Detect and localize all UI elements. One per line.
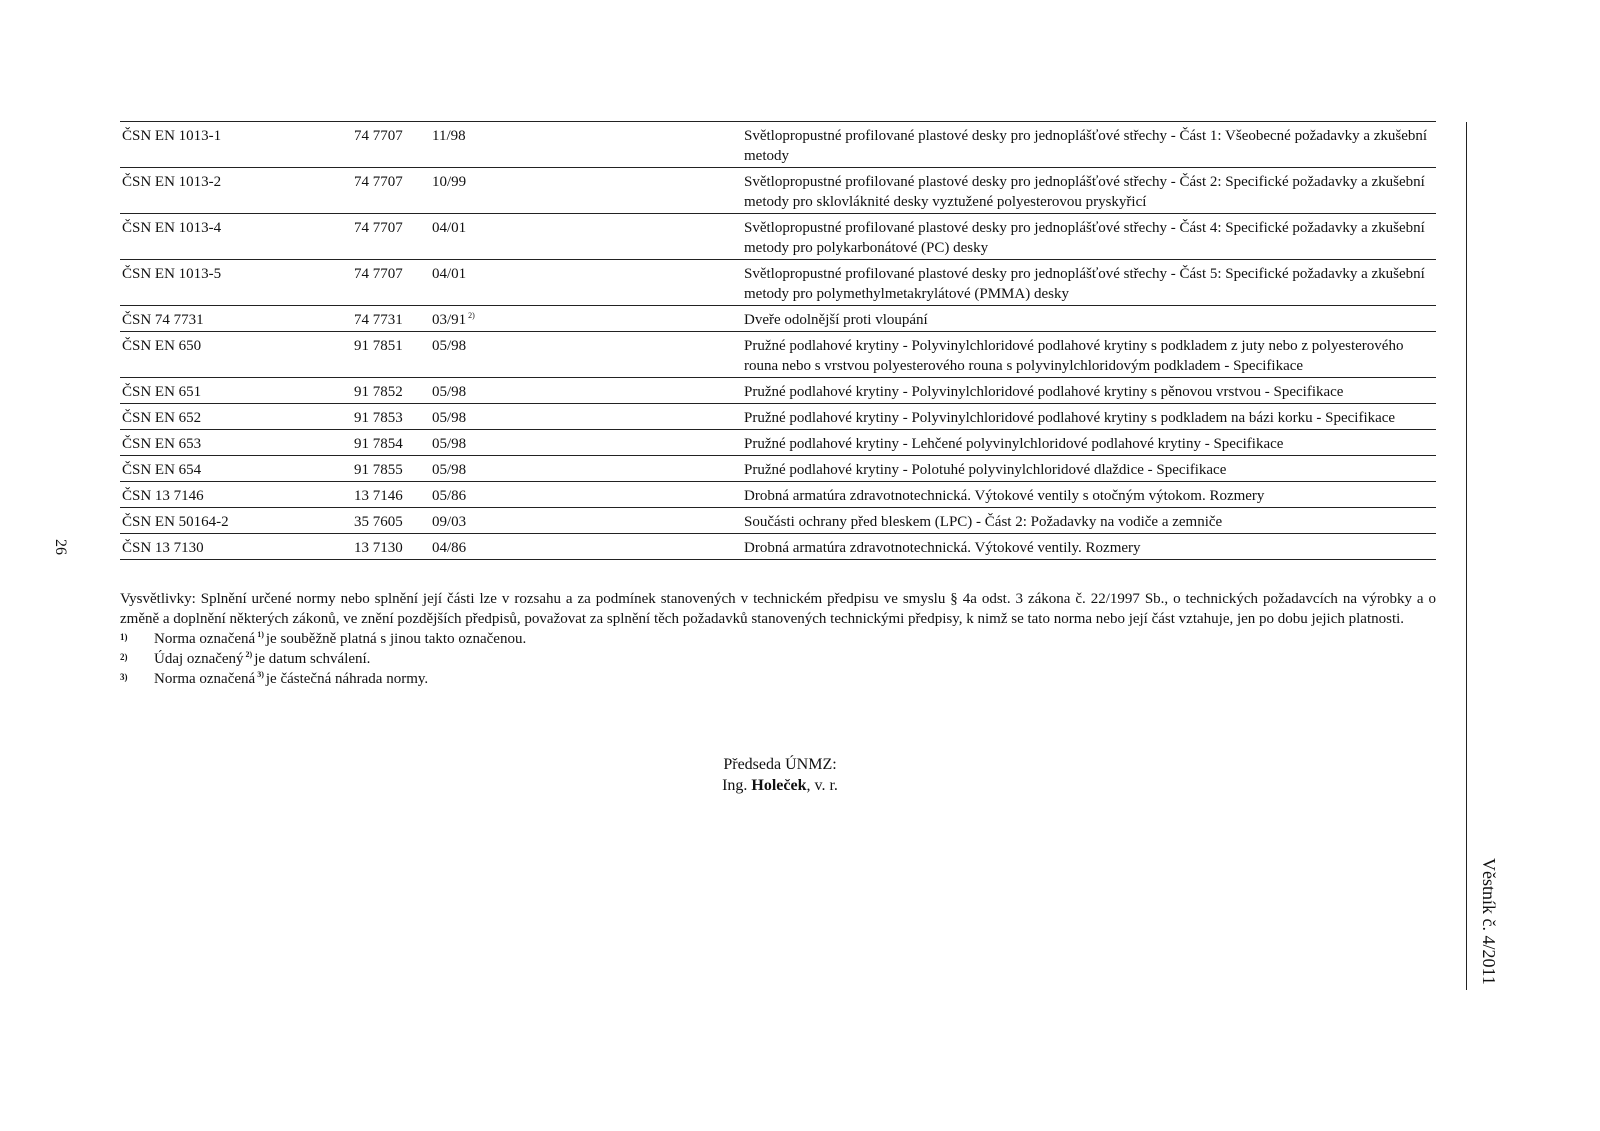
- class-code-cell-text: 91 7854: [354, 436, 403, 452]
- norm-code-cell-text: ČSN 74 7731: [122, 312, 204, 328]
- page-number: 26: [52, 539, 69, 555]
- norm-code-cell: [120, 404, 352, 430]
- explanations-text: Vysvětlivky: Splnění určené normy nebo splnění její části lze v rozsahu a za podmínek stanovených v technickém předpisu ve smyslu § 4a odst. 3 zákona č. 22/1997 Sb., o technických požadavcích na výrobky a o změně a doplnění některých zákonů, ve znění pozdějších předpisů, považovat za splnění těch požadavků stanovených technickými předpisy, k nimž se tato norma nebo její část vztahuje, jen po dobu jejich platnosti.: [120, 591, 1436, 627]
- norm-title-cell: [742, 378, 1436, 404]
- norm-title-cell-text: Pružné podlahové krytiny - Lehčené polyvinylchloridové podlahové krytiny - Specifikace: [744, 436, 1284, 452]
- class-code-cell: [352, 214, 430, 260]
- class-code-cell-text: 74 7707: [354, 266, 403, 282]
- class-code-cell-text: 13 7130: [354, 540, 403, 556]
- norm-title-cell: [742, 456, 1436, 482]
- class-code-cell: [352, 534, 430, 560]
- footnote-text-after: je souběžně platná s jinou takto označenou.: [265, 631, 527, 647]
- approval-date-cell: [430, 306, 742, 332]
- footnote-text-after: je datum schválení.: [254, 651, 371, 667]
- table-row: [120, 508, 1436, 534]
- signature-name: Holeček: [751, 777, 807, 794]
- class-code-cell-text: 91 7852: [354, 384, 403, 400]
- norm-title-cell: [742, 306, 1436, 332]
- table-row: [120, 456, 1436, 482]
- table-row: [120, 404, 1436, 430]
- footnote-text: [154, 629, 526, 649]
- norm-code-cell: [120, 456, 352, 482]
- norm-title-cell: [742, 122, 1436, 168]
- norm-code-cell: [120, 508, 352, 534]
- norm-title-cell-text: Světlopropustné profilované plastové desky pro jednoplášťové střechy - Část 5: Specifické požadavky a zkušební metody pro polymethylmetakrylátové (PMMA) desky: [744, 266, 1425, 302]
- norm-title-cell: [742, 214, 1436, 260]
- approval-date-cell-text: 05/98: [432, 410, 467, 426]
- norm-title-cell-text: Světlopropustné profilované plastové desky pro jednoplášťové střechy - Část 1: Všeobecné požadavky a zkušební metody: [744, 128, 1428, 164]
- norm-code-cell: [120, 534, 352, 560]
- class-code-cell-text: 91 7853: [354, 410, 403, 426]
- norm-title-cell: [742, 404, 1436, 430]
- class-code-cell: [352, 482, 430, 508]
- approval-date-cell-text: 09/03: [432, 514, 467, 530]
- signature-role: Předseda ÚNMZ:: [723, 756, 837, 773]
- norm-title-cell-text: Drobná armatúra zdravotnotechnická. Výtokové ventily. Rozmery: [744, 540, 1141, 556]
- class-code-cell: [352, 260, 430, 306]
- norm-code-cell: [120, 430, 352, 456]
- approval-date-cell-text: 11/98: [432, 128, 466, 144]
- approval-date-cell-text: 03/91: [432, 312, 467, 328]
- norm-code-cell-text: ČSN EN 653: [122, 436, 202, 452]
- class-code-cell: [352, 306, 430, 332]
- table-row: [120, 260, 1436, 306]
- class-code-cell: [352, 404, 430, 430]
- table-row: [120, 378, 1436, 404]
- standards-table-body: [120, 122, 1436, 560]
- approval-date-cell-text: 04/01: [432, 266, 467, 282]
- norm-code-cell-text: ČSN EN 1013-4: [122, 220, 222, 236]
- footnote-1: [120, 629, 1436, 649]
- class-code-cell-text: 74 7707: [354, 174, 403, 190]
- norm-code-cell: [120, 260, 352, 306]
- class-code-cell-text: 91 7851: [354, 338, 403, 354]
- norm-code-cell: [120, 122, 352, 168]
- norm-title-cell: [742, 534, 1436, 560]
- approval-date-cell-text: 10/99: [432, 174, 467, 190]
- approval-date-cell: [430, 456, 742, 482]
- norm-code-cell-text: ČSN EN 651: [122, 384, 202, 400]
- class-code-cell-text: 13 7146: [354, 488, 403, 504]
- class-code-cell-text: 74 7707: [354, 220, 403, 236]
- norm-title-cell-text: Pružné podlahové krytiny - Polyvinylchloridové podlahové krytiny s podkladem na bázi korku - Specifikace: [744, 410, 1396, 426]
- approval-date-cell-text: 05/98: [432, 338, 467, 354]
- footnote-text-before: Norma označená: [154, 631, 256, 647]
- right-margin-rule: [1466, 122, 1467, 990]
- approval-date-cell: [430, 508, 742, 534]
- norm-code-cell-text: ČSN EN 1013-5: [122, 266, 222, 282]
- norm-title-cell: [742, 430, 1436, 456]
- journal-issue-label: Věstník č. 4/2011: [1479, 858, 1499, 985]
- class-code-cell: [352, 456, 430, 482]
- norm-code-cell: [120, 214, 352, 260]
- approval-date-cell-text: 05/98: [432, 436, 467, 452]
- signature-suffix: , v. r.: [806, 777, 838, 794]
- approval-date-cell: [430, 404, 742, 430]
- norm-code-cell-text: ČSN EN 652: [122, 410, 202, 426]
- signature-name-line: [600, 775, 960, 796]
- class-code-cell: [352, 168, 430, 214]
- norm-title-cell: [742, 482, 1436, 508]
- signature-prefix: Ing.: [722, 777, 748, 794]
- footnote-mark: 2): [120, 652, 128, 662]
- norm-title-cell-text: Pružné podlahové krytiny - Polotuhé polyvinylchloridové dlaždice - Specifikace: [744, 462, 1227, 478]
- norm-code-cell: [120, 378, 352, 404]
- table-row: [120, 306, 1436, 332]
- table-row: [120, 534, 1436, 560]
- signature-block: [600, 754, 960, 796]
- footnote-mark: 3): [120, 672, 128, 682]
- date-footnote-ref: 2): [468, 311, 475, 320]
- approval-date-cell-text: 05/86: [432, 488, 467, 504]
- norm-title-cell-text: Dveře odolnější proti vloupání: [744, 312, 928, 328]
- footnote-ref: 1): [257, 630, 264, 639]
- class-code-cell: [352, 122, 430, 168]
- approval-date-cell: [430, 122, 742, 168]
- class-code-cell: [352, 508, 430, 534]
- norm-code-cell: [120, 482, 352, 508]
- class-code-cell-text: 35 7605: [354, 514, 403, 530]
- norm-title-cell-text: Světlopropustné profilované plastové desky pro jednoplášťové střechy - Část 4: Specifické požadavky a zkušební metody pro polykarbonátové (PC) desky: [744, 220, 1425, 256]
- norm-title-cell-text: Součásti ochrany před bleskem (LPC) - Část 2: Požadavky na vodiče a zemniče: [744, 514, 1223, 530]
- table-row: [120, 430, 1436, 456]
- footnote-text: [154, 669, 428, 689]
- footnote-ref: 2): [245, 650, 253, 659]
- norm-code-cell: [120, 332, 352, 378]
- approval-date-cell-text: 04/86: [432, 540, 467, 556]
- norm-title-cell: [742, 332, 1436, 378]
- approval-date-cell-text: 05/98: [432, 462, 467, 478]
- norm-code-cell: [120, 306, 352, 332]
- norm-code-cell-text: ČSN 13 7130: [122, 540, 204, 556]
- explanations-section: [120, 589, 1436, 689]
- norm-title-cell: [742, 508, 1436, 534]
- footnote-mark: 1): [120, 632, 128, 642]
- table-row: [120, 332, 1436, 378]
- norm-code-cell-text: ČSN EN 1013-1: [122, 128, 222, 144]
- norm-title-cell-text: Pružné podlahové krytiny - Polyvinylchloridové podlahové krytiny s pěnovou vrstvou - Specifikace: [744, 384, 1344, 400]
- standards-table: [120, 121, 1436, 560]
- class-code-cell: [352, 378, 430, 404]
- norm-title-cell: [742, 168, 1436, 214]
- footnote-ref: 3): [257, 670, 264, 679]
- footnote-text-before: Údaj označený: [154, 651, 244, 667]
- footnote-text: [154, 649, 370, 669]
- class-code-cell-text: 74 7707: [354, 128, 403, 144]
- class-code-cell: [352, 332, 430, 378]
- norm-code-cell-text: ČSN EN 654: [122, 462, 202, 478]
- norm-title-cell-text: Světlopropustné profilované plastové desky pro jednoplášťové střechy - Část 2: Specifické požadavky a zkušební metody pro sklovláknité desky vyztužené polyesterovou pryskyřicí: [744, 174, 1425, 210]
- norm-code-cell: [120, 168, 352, 214]
- norm-title-cell-text: Pružné podlahové krytiny - Polyvinylchloridové podlahové krytiny s podkladem z juty nebo z polyesterového rouna nebo s vrstvou polyesterového rouna s polyvinylchloridovým podkladem - Specifikace: [744, 338, 1404, 374]
- approval-date-cell: [430, 482, 742, 508]
- footnote-3: [120, 669, 1436, 689]
- footnote-2: [120, 649, 1436, 669]
- approval-date-cell: [430, 534, 742, 560]
- norm-title-cell: [742, 260, 1436, 306]
- approval-date-cell: [430, 332, 742, 378]
- class-code-cell-text: 74 7731: [354, 312, 403, 328]
- approval-date-cell: [430, 168, 742, 214]
- approval-date-cell: [430, 430, 742, 456]
- approval-date-cell: [430, 378, 742, 404]
- norm-title-cell-text: Drobná armatúra zdravotnotechnická. Výtokové ventily s otočným výtokom. Rozmery: [744, 488, 1265, 504]
- table-row: [120, 214, 1436, 260]
- norm-code-cell-text: ČSN EN 1013-2: [122, 174, 222, 190]
- norm-code-cell-text: ČSN 13 7146: [122, 488, 204, 504]
- norm-code-cell-text: ČSN EN 50164-2: [122, 514, 229, 530]
- table-row: [120, 168, 1436, 214]
- approval-date-cell: [430, 260, 742, 306]
- approval-date-cell-text: 05/98: [432, 384, 467, 400]
- norm-code-cell-text: ČSN EN 650: [122, 338, 202, 354]
- approval-date-cell-text: 04/01: [432, 220, 467, 236]
- footnote-text-after: je částečná náhrada normy.: [265, 671, 429, 687]
- class-code-cell: [352, 430, 430, 456]
- footnote-text-before: Norma označená: [154, 671, 256, 687]
- approval-date-cell: [430, 214, 742, 260]
- table-row: [120, 122, 1436, 168]
- table-row: [120, 482, 1436, 508]
- class-code-cell-text: 91 7855: [354, 462, 403, 478]
